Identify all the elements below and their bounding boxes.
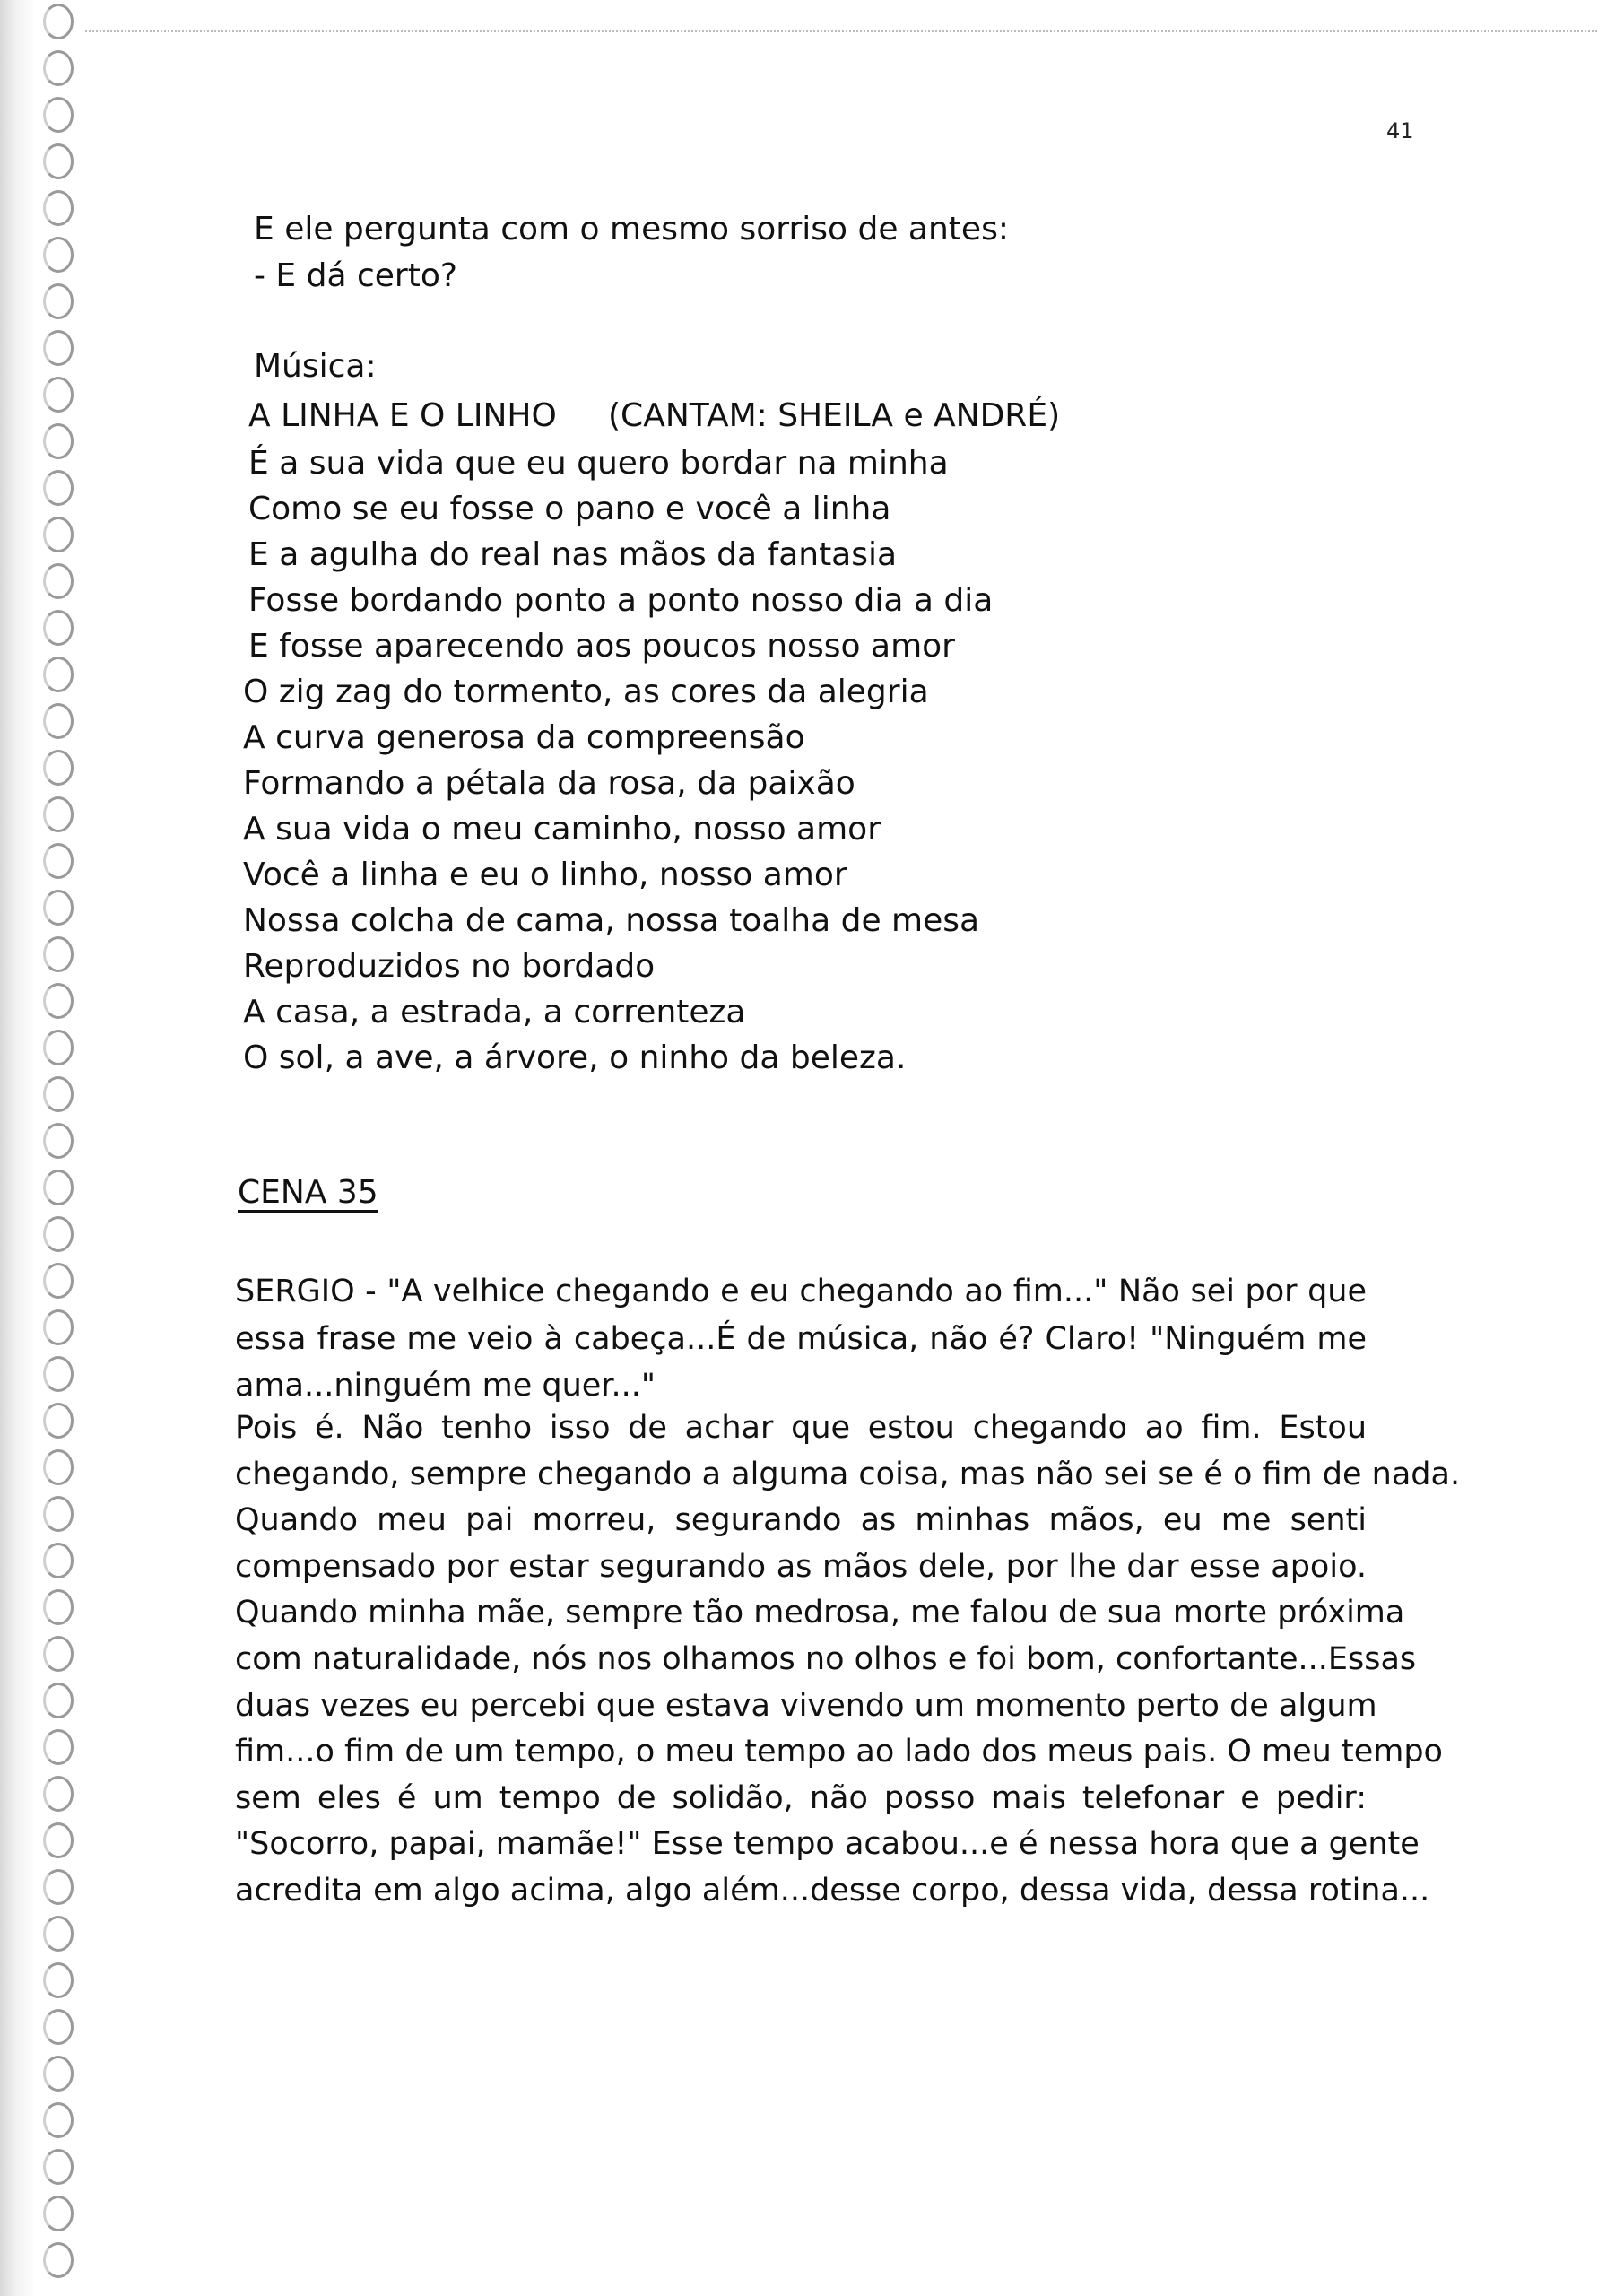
binding-ring bbox=[43, 890, 74, 926]
binding-ring bbox=[43, 144, 74, 179]
binding-ring bbox=[43, 1496, 74, 1532]
paragraph-continuation bbox=[235, 1405, 1461, 1915]
intro-line: - E dá certo? bbox=[254, 257, 457, 294]
binding-ring bbox=[43, 703, 74, 739]
binding-ring bbox=[43, 657, 74, 692]
song-title: A LINHA E O LINHO (CANTAM: SHEILA e ANDRÉ) bbox=[248, 397, 1061, 434]
lyric-line: A curva generosa da compreensão bbox=[243, 719, 805, 756]
binding-ring bbox=[43, 97, 74, 133]
binding-ring bbox=[43, 2196, 74, 2231]
lyric-line: O zig zag do tormento, as cores da alegria bbox=[243, 674, 929, 710]
binding-ring bbox=[43, 1076, 74, 1112]
binding-ring bbox=[43, 1589, 74, 1625]
binding-ring bbox=[43, 517, 74, 552]
paragraph-line: ama...ninguém me quer..." bbox=[235, 1368, 656, 1404]
binding-ring bbox=[43, 563, 74, 599]
binding-ring bbox=[43, 283, 74, 319]
binding-ring bbox=[43, 1403, 74, 1439]
binding-ring bbox=[43, 2056, 74, 2092]
paragraph-line: Quando minha mãe, sempre tão medrosa, me falou de sua morte próxima bbox=[235, 1595, 1405, 1631]
binding-ring bbox=[43, 1309, 74, 1345]
paragraph-line: com naturalidade, nós nos olhamos no olhos e foi bom, confortante...Essas bbox=[235, 1640, 1417, 1677]
binding-ring bbox=[43, 1683, 74, 1718]
scene-heading: CENA 35 bbox=[238, 1174, 378, 1211]
lyric-line: É a sua vida que eu quero bordar na minha bbox=[248, 445, 949, 482]
paragraph-line: duas vezes eu percebi que estava vivendo um momento perto de algum bbox=[235, 1687, 1377, 1724]
paragraph-line: chegando, sempre chegando a alguma coisa, mas não sei se é o fim de nada. bbox=[235, 1456, 1461, 1492]
intro-line: E ele pergunta com o mesmo sorriso de antes: bbox=[254, 211, 1009, 248]
paragraph-line: Quando meu pai morreu, segurando as minhas mãos, eu me senti bbox=[235, 1502, 1367, 1539]
binding-ring bbox=[43, 1543, 74, 1578]
binding-ring bbox=[43, 1916, 74, 1952]
lyric-line: Reproduzidos no bordado bbox=[243, 948, 656, 985]
binding-ring bbox=[43, 1356, 74, 1392]
binding-ring bbox=[43, 470, 74, 506]
binding-ring bbox=[43, 2242, 74, 2278]
paragraph-line: essa frase me veio à cabeça...É de música, não é? Claro! "Ninguém me bbox=[235, 1320, 1367, 1357]
binding-ring bbox=[43, 610, 74, 646]
page-number: 41 bbox=[1386, 118, 1414, 144]
binding-ring bbox=[43, 1123, 74, 1159]
paragraph-line: fim...o fim de um tempo, o meu tempo ao lado dos meus pais. O meu tempo bbox=[235, 1734, 1443, 1770]
paragraph-sergio bbox=[235, 1268, 1367, 1410]
music-label: Música: bbox=[254, 348, 377, 385]
binding-ring bbox=[43, 2149, 74, 2185]
binding-ring bbox=[43, 190, 74, 226]
binding-ring bbox=[43, 1216, 74, 1252]
lyric-line: A casa, a estrada, a correnteza bbox=[243, 994, 746, 1031]
binding-ring bbox=[43, 1636, 74, 1672]
binding-ring bbox=[43, 237, 74, 273]
paragraph-line: acredita em algo acima, algo além...desse corpo, dessa vida, dessa rotina... bbox=[235, 1872, 1430, 1909]
binding-ring bbox=[43, 1962, 74, 1998]
binding-ring bbox=[43, 796, 74, 832]
lyric-line: E fosse aparecendo aos poucos nosso amor bbox=[248, 628, 955, 665]
lyric-line: Você a linha e eu o linho, nosso amor bbox=[243, 857, 847, 893]
page-top-edge bbox=[85, 30, 1597, 32]
lyric-line: A sua vida o meu caminho, nosso amor bbox=[243, 811, 881, 848]
binding-ring bbox=[43, 936, 74, 972]
paragraph-line: sem eles é um tempo de solidão, não posso mais telefonar e pedir: bbox=[235, 1779, 1367, 1816]
binding-ring bbox=[43, 1263, 74, 1299]
binding-ring bbox=[43, 330, 74, 366]
binding-ring bbox=[43, 377, 74, 413]
lyric-line: Como se eu fosse o pano e você a linha bbox=[248, 491, 891, 527]
binding-ring bbox=[43, 983, 74, 1019]
paragraph-line: SERGIO - "A velhice chegando e eu chegando ao fim..." Não sei por que bbox=[235, 1274, 1367, 1309]
binding-ring bbox=[43, 1776, 74, 1812]
binding-ring bbox=[43, 1449, 74, 1485]
binding-ring bbox=[43, 750, 74, 786]
binding-ring bbox=[43, 1729, 74, 1765]
binding-ring bbox=[43, 843, 74, 879]
binding-ring bbox=[43, 2009, 74, 2045]
binding-ring bbox=[43, 1030, 74, 1065]
spiral-binding bbox=[0, 0, 85, 2296]
binding-ring bbox=[43, 2102, 74, 2138]
binding-ring bbox=[43, 1822, 74, 1858]
lyric-line: O sol, a ave, a árvore, o ninho da beleza. bbox=[243, 1039, 907, 1076]
paragraph-line: compensado por estar segurando as mãos dele, por lhe dar esse apoio. bbox=[235, 1548, 1367, 1585]
lyric-line: Nossa colcha de cama, nossa toalha de mesa bbox=[243, 902, 980, 939]
binding-ring bbox=[43, 4, 74, 39]
binding-ring bbox=[43, 1869, 74, 1905]
binding-ring bbox=[43, 50, 74, 86]
lyric-line: E a agulha do real nas mãos da fantasia bbox=[248, 536, 898, 573]
lyric-line: Fosse bordando ponto a ponto nosso dia a dia bbox=[248, 582, 994, 619]
binding-ring bbox=[43, 1170, 74, 1205]
paragraph-line: Pois é. Não tenho isso de achar que estou chegando ao fim. Estou bbox=[235, 1410, 1367, 1446]
lyric-line: Formando a pétala da rosa, da paixão bbox=[243, 765, 855, 802]
paragraph-line: "Socorro, papai, mamãe!" Esse tempo acabou...e é nessa hora que a gente bbox=[235, 1826, 1420, 1863]
binding-ring bbox=[43, 423, 74, 459]
